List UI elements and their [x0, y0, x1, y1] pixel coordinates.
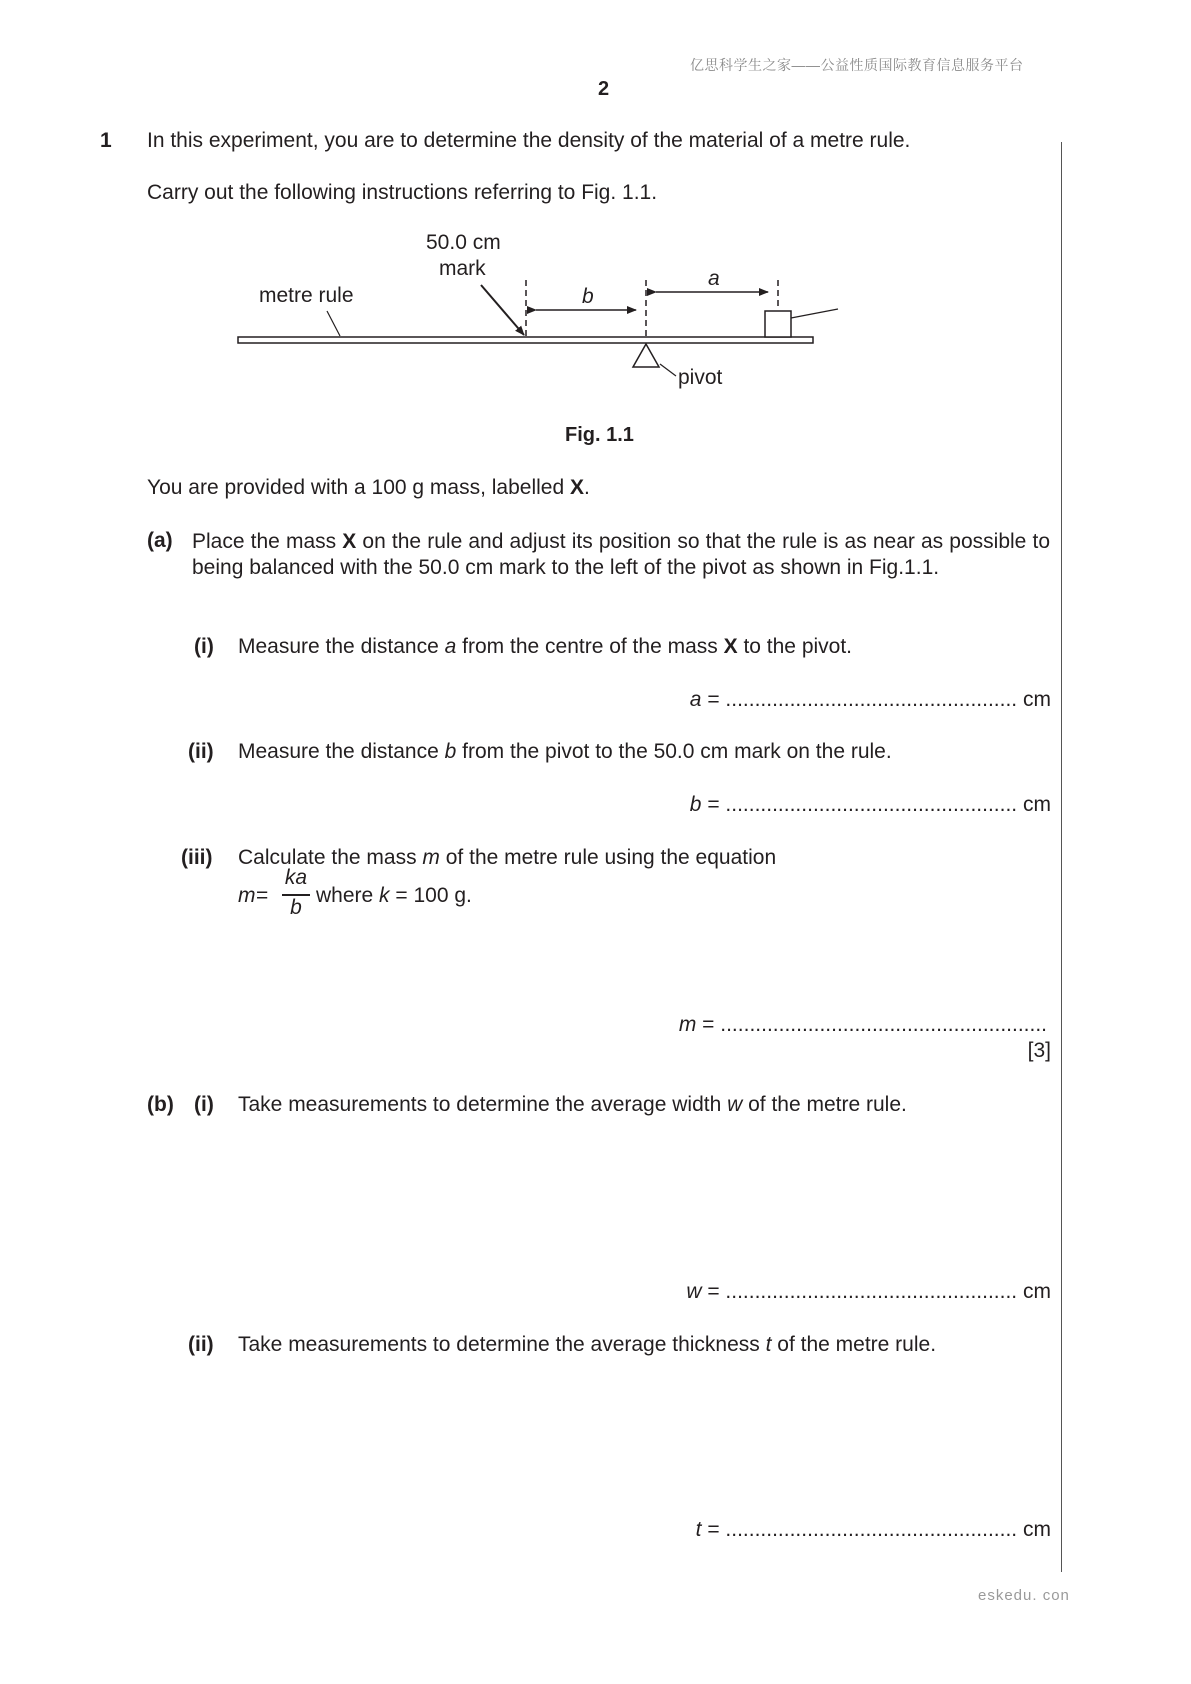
figure-label-pivot: pivot: [678, 366, 723, 389]
page-number: 2: [598, 78, 610, 100]
answer-line-w[interactable]: w = .................................................. cm: [686, 1280, 1051, 1303]
provided-text: You are provided with a 100 g mass, labelled X.: [147, 476, 590, 499]
part-a-i-label: (i): [194, 635, 214, 658]
answer-line-a[interactable]: a = .................................................. cm: [689, 688, 1051, 711]
mass-x-block: [765, 311, 791, 337]
part-a-ii-label: (ii): [188, 740, 214, 763]
pivot-leader: [660, 364, 676, 376]
question-intro: In this experiment, you are to determine the density of the material of a metre rule.: [147, 129, 911, 152]
figure-diagram: [0, 0, 1191, 420]
part-b-i-label: (i): [194, 1093, 214, 1116]
part-a-ii-text: Measure the distance b from the pivot to the 50.0 cm mark on the rule.: [238, 740, 892, 763]
metre-rule-bar: [238, 337, 813, 343]
mark-50cm-arrow: [481, 285, 524, 335]
answer-line-m[interactable]: m = ........................................................: [678, 1013, 1047, 1036]
pivot-triangle: [633, 344, 659, 367]
part-a-iii-label: (iii): [181, 846, 213, 869]
answer-line-t[interactable]: t = .................................................. cm: [695, 1518, 1051, 1541]
part-b-label: (b): [147, 1093, 174, 1116]
part-a-i-text: Measure the distance a from the centre of the mass X to the pivot.: [238, 635, 853, 658]
equation-equals: =: [256, 884, 269, 907]
metre-rule-leader: [327, 311, 340, 336]
figure-label-b: b: [582, 285, 594, 308]
figure-caption: Fig. 1.1: [565, 424, 634, 446]
equation-where: where k = 100 g.: [316, 884, 472, 907]
part-a-iii-text: Calculate the mass m of the metre rule using the equation: [238, 846, 777, 869]
mass-x-leader: [791, 309, 838, 318]
marks-part-a: [3]: [1027, 1039, 1051, 1062]
answer-line-b[interactable]: b = .................................................. cm: [689, 793, 1051, 816]
part-b-i-text: Take measurements to determine the average width w of the metre rule.: [238, 1093, 907, 1116]
figure-label-mark: mark: [439, 257, 486, 280]
equation-denominator: b: [290, 896, 302, 919]
header-site-title: 亿思科学生之家——公益性质国际教育信息服务平台: [690, 57, 1024, 73]
figure-label-a: a: [708, 267, 720, 290]
part-b-ii-label: (ii): [188, 1333, 214, 1356]
part-a-label: (a): [147, 529, 173, 552]
equation-lhs: m: [238, 884, 256, 907]
part-a-text: Place the mass X on the rule and adjust its position so that the rule is as near as possible to being balanced with the 50.0 cm mark to the left of the pivot as shown in Fig.1.1.: [192, 530, 1050, 579]
footer-url: eskedu. con: [978, 1587, 1070, 1604]
question-number: 1: [100, 129, 112, 152]
part-b-ii-text: Take measurements to determine the average thickness t of the metre rule.: [238, 1333, 937, 1356]
equation-numerator: ka: [284, 866, 308, 889]
figure-label-50cm: 50.0 cm: [426, 231, 501, 254]
figure-label-metre-rule: metre rule: [259, 284, 354, 307]
question-instruction: Carry out the following instructions referring to Fig. 1.1.: [147, 181, 658, 204]
